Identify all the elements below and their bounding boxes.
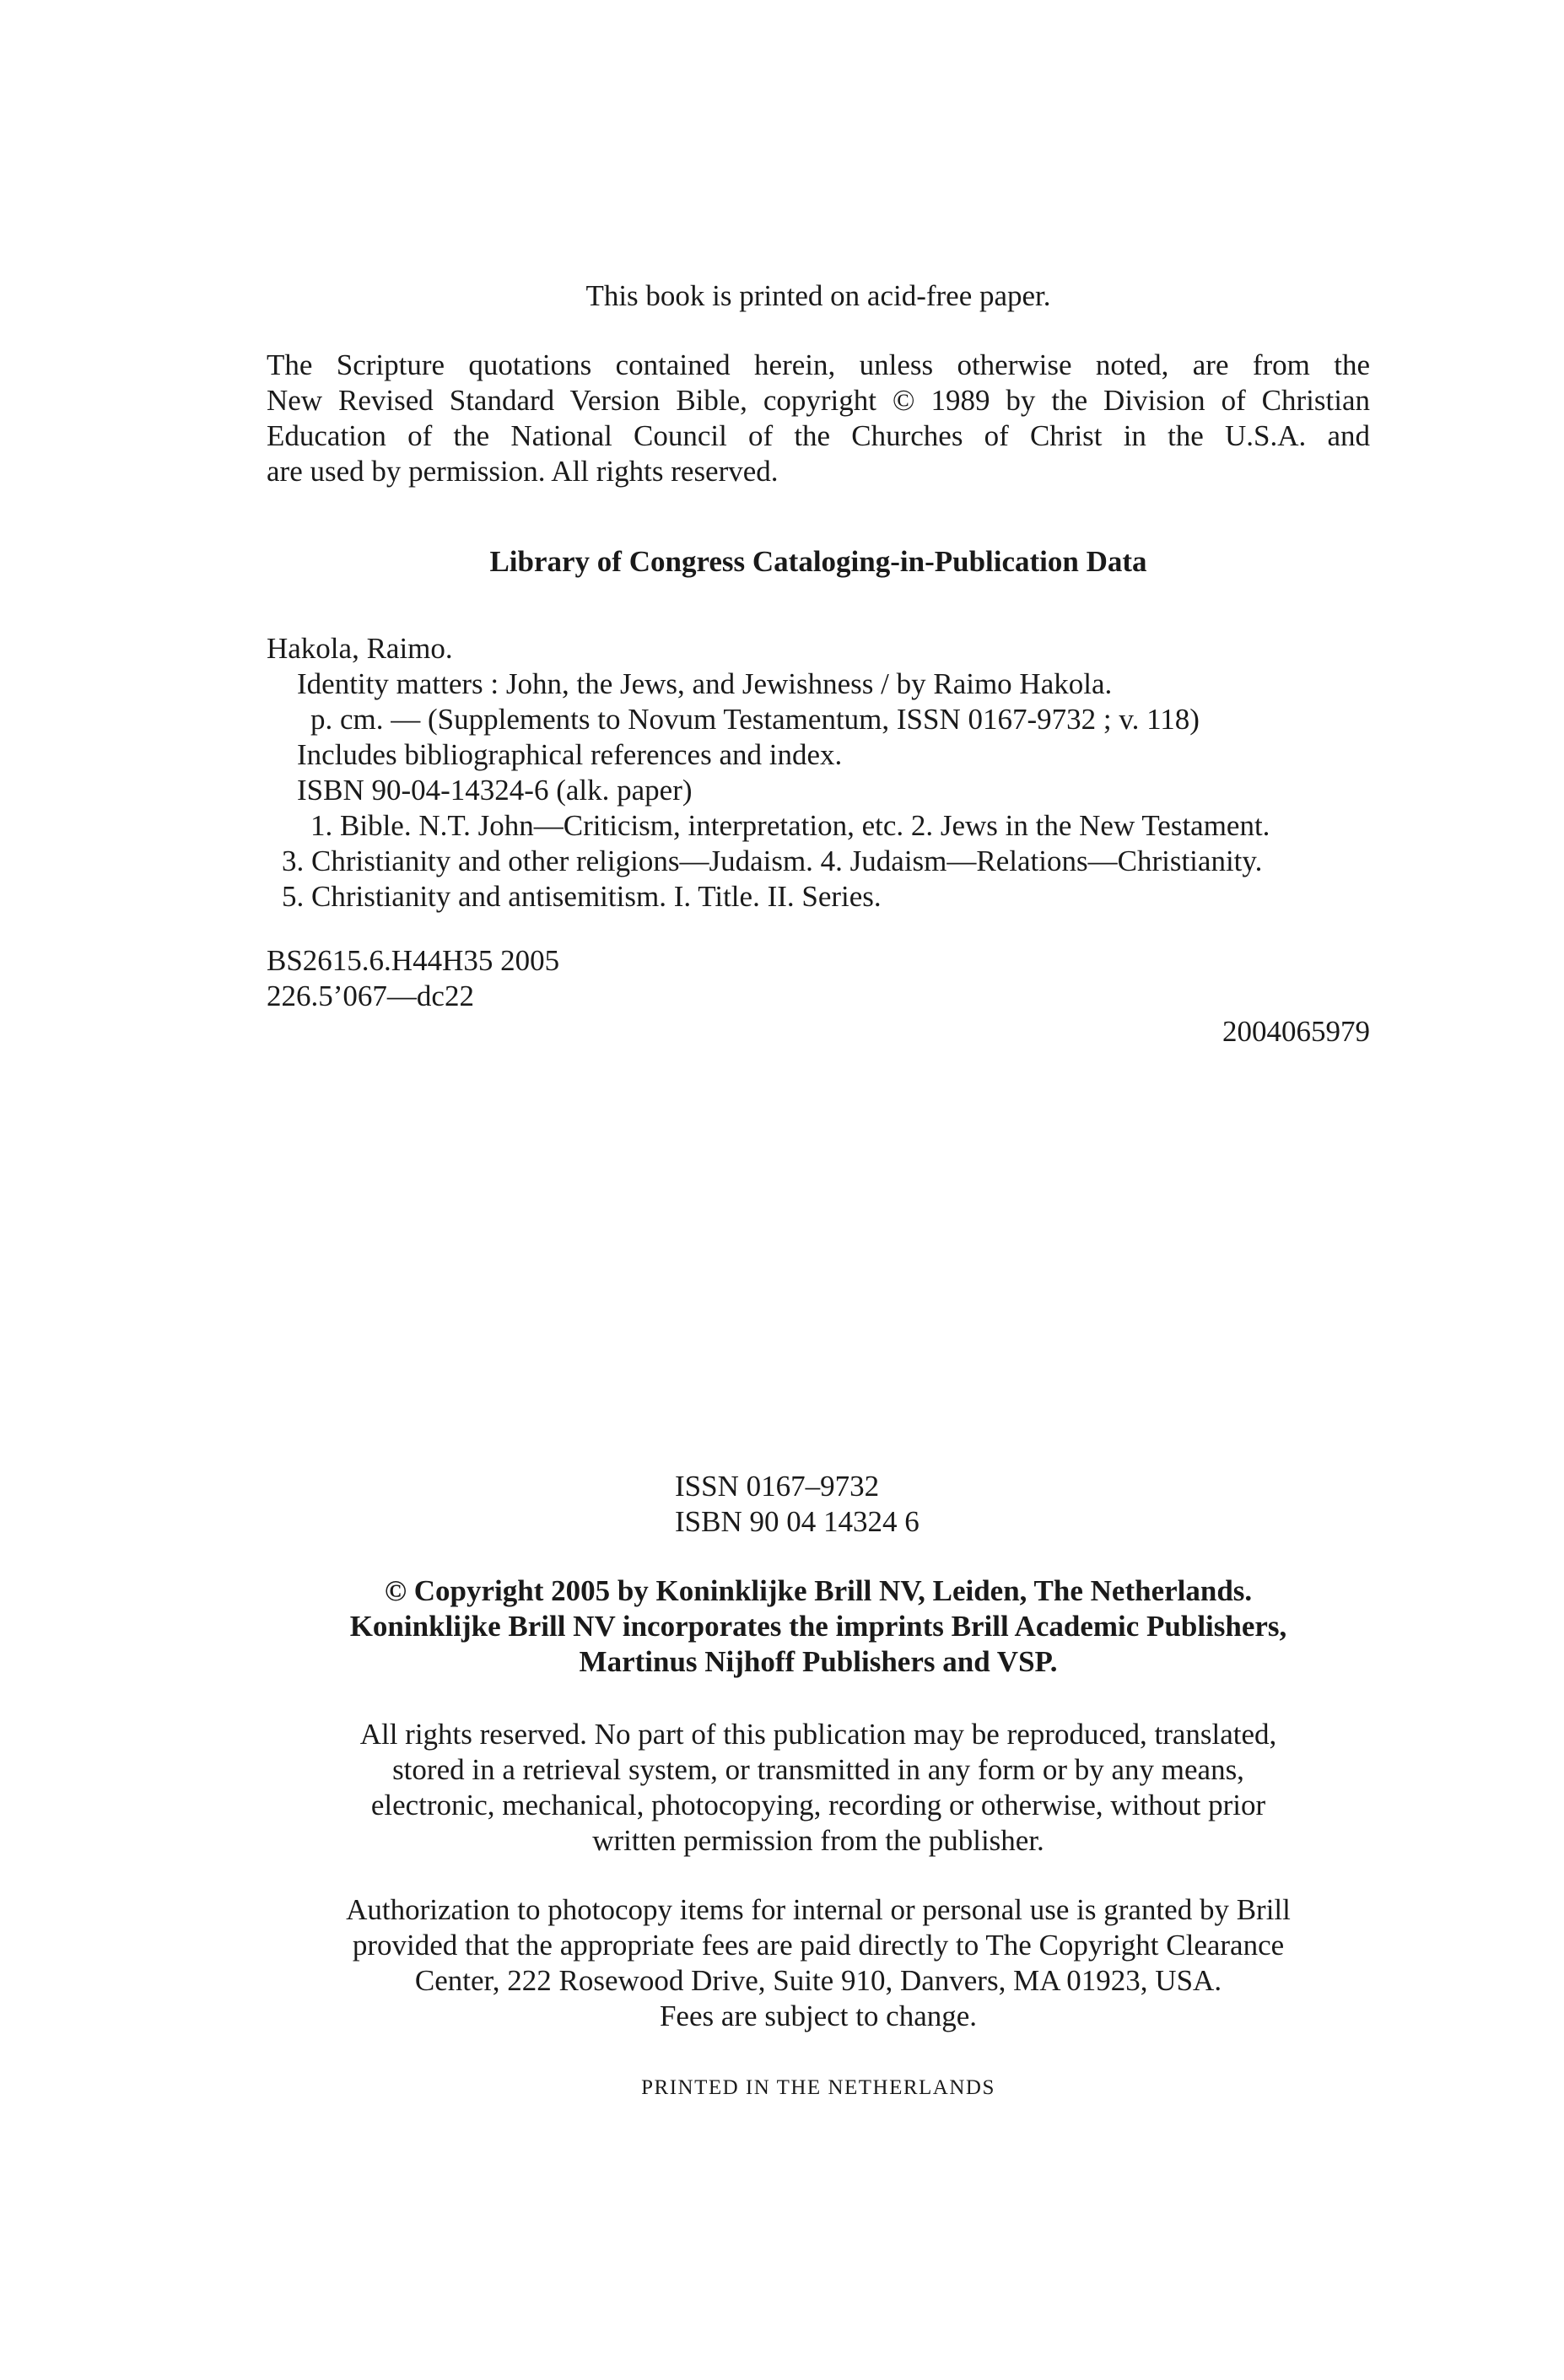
authorization-line: provided that the appropriate fees are paid directly to The Copyright Clearance: [352, 1929, 1285, 1962]
copyright-line: Martinus Nijhoff Publishers and VSP.: [579, 1645, 1058, 1678]
scripture-line: are used by permission. All rights reserved.: [267, 455, 779, 488]
cip-series: p. cm. — (Supplements to Novum Testamentum, ISSN 0167-9732 ; v. 118): [310, 703, 1200, 736]
dewey-class: 226.5’067—dc22: [267, 980, 474, 1012]
authorization-line: Authorization to photocopy items for internal or personal use is granted by Brill: [346, 1893, 1291, 1926]
cip-heading: [267, 544, 1370, 580]
rights-notice: [267, 1717, 1370, 1859]
cip-subject: 3. Christianity and other religions—Judaism. 4. Judaism—Relations—Christianity.: [282, 845, 1263, 877]
scripture-line: Education of the National Council of the Churches of Christ in the U.S.A. and: [267, 419, 1370, 452]
cip-bibliography: Includes bibliographical references and index.: [297, 738, 843, 771]
rights-line: stored in a retrieval system, or transmitted in any form or by any means,: [392, 1753, 1244, 1786]
cip-subject: 5. Christianity and antisemitism. I. Title. II. Series.: [282, 880, 882, 913]
copyright-statement: [267, 1573, 1370, 1680]
scripture-line: The Scripture quotations contained herein, unless otherwise noted, are from the: [267, 348, 1370, 381]
cip-heading-text: Library of Congress Cataloging-in-Publication Data: [489, 545, 1147, 578]
cip-author: Hakola, Raimo.: [267, 632, 453, 665]
lccn-number: 2004065979: [1222, 1015, 1370, 1048]
cip-classification: [267, 943, 1370, 1014]
scripture-notice: [267, 348, 1370, 489]
printed-in: [267, 2070, 1370, 2106]
cip-isbn: ISBN 90-04-14324-6 (alk. paper): [297, 774, 693, 807]
cip-subject: 1. Bible. N.T. John—Criticism, interpretation, etc. 2. Jews in the New Testament.: [310, 809, 1270, 842]
copyright-line: Koninklijke Brill NV incorporates the imprints Brill Academic Publishers,: [349, 1610, 1287, 1643]
rights-line: electronic, mechanical, photocopying, recording or otherwise, without prior: [370, 1789, 1266, 1821]
cip-title: Identity matters : John, the Jews, and Jewishness / by Raimo Hakola.: [297, 667, 1113, 700]
lccn: [267, 1014, 1370, 1050]
printed-in-text: PRINTED IN THE NETHERLANDS: [641, 2076, 995, 2099]
scripture-line: New Revised Standard Version Bible, copyright © 1989 by the Division of Christian: [267, 384, 1370, 417]
acid-free-notice: [267, 278, 1370, 314]
rights-line: written permission from the publisher.: [592, 1824, 1044, 1857]
issn: ISSN 0167–9732: [675, 1470, 880, 1503]
isbn: ISBN 90 04 14324 6: [675, 1505, 920, 1538]
acid-free-text: This book is printed on acid-free paper.: [585, 279, 1051, 312]
identifiers: [675, 1469, 1181, 1540]
authorization-line: Fees are subject to change.: [659, 2000, 978, 2032]
cip-record: [267, 631, 1370, 915]
rights-line: All rights reserved. No part of this publication may be reproduced, translated,: [359, 1718, 1277, 1751]
authorization-line: Center, 222 Rosewood Drive, Suite 910, Danvers, MA 01923, USA.: [414, 1964, 1222, 1997]
lc-class: BS2615.6.H44H35 2005: [267, 944, 560, 977]
authorization-notice: [267, 1892, 1370, 2034]
copyright-line: © Copyright 2005 by Koninklijke Brill NV, Leiden, The Netherlands.: [384, 1574, 1253, 1607]
